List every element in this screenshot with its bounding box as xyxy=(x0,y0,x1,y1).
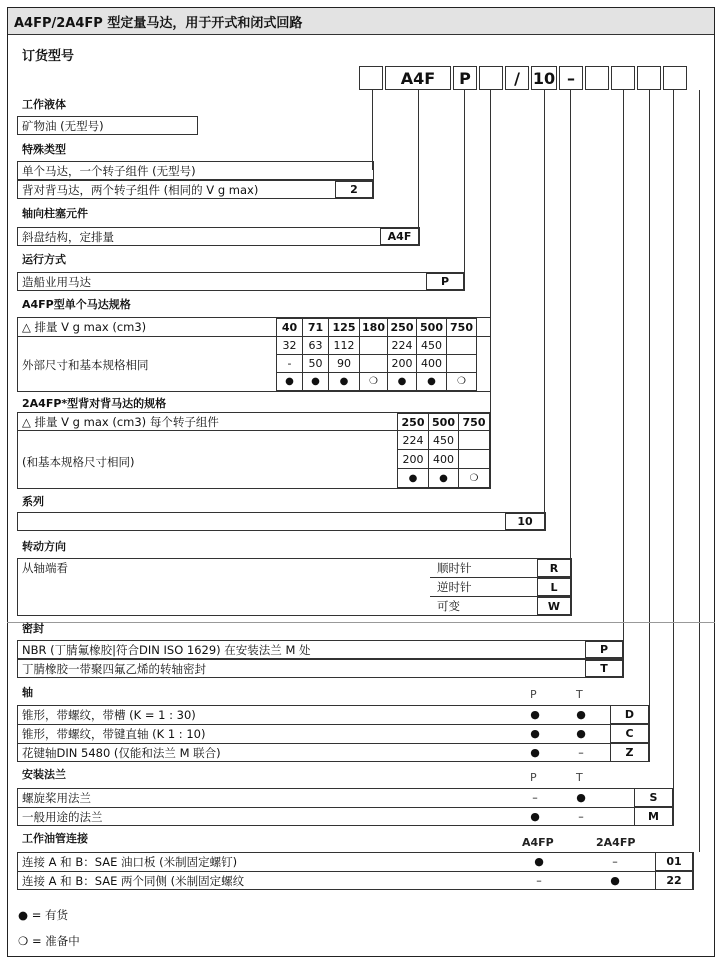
rotation-code-l: L xyxy=(537,578,571,596)
shaft-col-p: P xyxy=(530,688,537,701)
page-title: A4FP/2A4FP 型定量马达，用于开式和闭式回路 xyxy=(14,16,303,31)
shaft-code-c: C xyxy=(610,724,649,743)
leader-line xyxy=(623,90,624,640)
port-01-a4fp: ● xyxy=(534,855,544,868)
model-code-box-8 xyxy=(585,66,609,90)
dual-size-row3-cell xyxy=(458,449,490,469)
port-01-2a4fp: – xyxy=(612,855,618,868)
dual-sizes-heading: 2A4FP*型背对背马达的规格 xyxy=(22,397,167,410)
rotation-item-variable: 可变 xyxy=(437,599,460,613)
port-col-2a4fp: 2A4FP xyxy=(596,836,636,849)
port-item-22: 连接 A 和 B：SAE 两个同侧 (米制固定螺纹 xyxy=(22,874,245,888)
shaft-code-z: Z xyxy=(610,743,649,762)
single-size-avail-cell: ● xyxy=(276,372,303,391)
dual-size-row3-cell: 200 xyxy=(397,449,429,469)
shaft-c-t: ● xyxy=(576,727,586,740)
single-size-row2-cell: 63 xyxy=(302,336,329,355)
single-size-sizes-cell: 71 xyxy=(302,318,329,337)
divider xyxy=(7,622,715,623)
operation-heading: 运行方式 xyxy=(22,253,66,266)
leader-line xyxy=(372,90,373,170)
shaft-heading: 轴 xyxy=(22,686,33,699)
single-size-avail-cell: ❍ xyxy=(359,372,388,391)
flange-item-m: 一般用途的法兰 xyxy=(22,810,103,824)
divider xyxy=(17,724,650,725)
single-sizes-same-label: 外部尺寸和基本规格相同 xyxy=(22,358,149,372)
single-size-sizes-cell: 250 xyxy=(387,318,417,337)
legend-preparing: ❍ = 准备中 xyxy=(18,934,80,948)
axial-piston-code: A4F xyxy=(380,228,419,245)
dual-size-row2-cell: 450 xyxy=(428,430,459,450)
model-code-box-4 xyxy=(479,66,503,90)
leader-line xyxy=(418,90,419,227)
rotation-code-w: W xyxy=(537,597,571,615)
dual-size-avail-cell: ❍ xyxy=(458,468,490,488)
axial-piston-item: 斜盘结构，定排量 xyxy=(22,230,114,244)
flange-code-s: S xyxy=(634,788,673,807)
single-size-row3-cell xyxy=(359,354,388,373)
flange-heading: 安装法兰 xyxy=(22,768,66,781)
flange-m-p: ● xyxy=(530,810,540,823)
special-type-item-2: 背对背马达，两个转子组件 (相同的 V g max) xyxy=(22,183,259,197)
port-col-a4fp: A4FP xyxy=(522,836,554,849)
flange-col-p: P xyxy=(530,771,537,784)
dual-size-sizes-cell: 250 xyxy=(397,413,429,431)
model-code-box-2: A4F xyxy=(385,66,451,90)
leader-line xyxy=(699,90,700,852)
single-size-row2-cell xyxy=(359,336,388,355)
shaft-z-t: – xyxy=(578,746,584,759)
dual-size-sizes-cell: 500 xyxy=(428,413,459,431)
port-item-01: 连接 A 和 B：SAE 油口板 (米制固定螺钉) xyxy=(22,855,238,869)
model-code-box-11 xyxy=(663,66,687,90)
seal-code-t: T xyxy=(585,660,623,677)
shaft-item-c: 锥形，带螺纹，带键直轴 (K 1 : 10) xyxy=(22,727,206,741)
operation-item: 造船业用马达 xyxy=(22,275,91,289)
flange-s-p: – xyxy=(532,791,538,804)
seal-item-t: 丁腈橡胶一带聚四氟乙烯的转轴密封 xyxy=(22,662,206,676)
shaft-code-d: D xyxy=(610,705,649,724)
working-fluid-item: 矿物油 (无型号) xyxy=(22,119,104,133)
dual-sizes-same-label: (和基本规格尺寸相同) xyxy=(22,455,135,469)
flange-s-t: ● xyxy=(576,791,586,804)
rotation-label: 从轴端看 xyxy=(22,561,68,575)
rotation-box xyxy=(17,558,572,616)
rotation-code-r: R xyxy=(537,559,571,577)
flange-m-t: – xyxy=(578,810,584,823)
operation-code: P xyxy=(426,273,464,290)
single-size-sizes-cell: 40 xyxy=(276,318,303,337)
seal-heading: 密封 xyxy=(22,622,44,635)
divider xyxy=(17,743,650,744)
single-size-avail-cell: ● xyxy=(416,372,447,391)
dual-size-row3-cell: 400 xyxy=(428,449,459,469)
single-size-row2-cell xyxy=(446,336,477,355)
rotation-heading: 转动方向 xyxy=(22,540,66,553)
single-sizes-row-label: △ 排量 V g max (cm3) xyxy=(22,320,147,334)
flange-item-s: 螺旋桨用法兰 xyxy=(22,791,91,805)
single-size-avail-cell: ❍ xyxy=(446,372,477,391)
rotation-item-ccw: 逆时针 xyxy=(437,580,472,594)
shaft-d-p: ● xyxy=(530,708,540,721)
series-heading: 系列 xyxy=(22,495,44,508)
leader-line xyxy=(570,90,571,558)
dual-size-avail-cell: ● xyxy=(428,468,459,488)
dual-size-row2-cell xyxy=(458,430,490,450)
single-size-row2-cell: 112 xyxy=(328,336,360,355)
seal-code-p: P xyxy=(585,641,623,658)
shaft-c-p: ● xyxy=(530,727,540,740)
leader-line xyxy=(649,90,650,705)
single-size-avail-cell: ● xyxy=(328,372,360,391)
single-size-row2-cell: 224 xyxy=(387,336,417,355)
model-code-box-6: 10 xyxy=(531,66,557,90)
working-fluid-heading: 工作液体 xyxy=(22,98,66,111)
single-size-row3-cell: 200 xyxy=(387,354,417,373)
shaft-item-d: 锥形，带螺纹，带槽 (K = 1 : 30) xyxy=(22,708,196,722)
leader-line xyxy=(673,90,674,788)
leader-line xyxy=(464,90,465,272)
single-size-sizes-cell: 125 xyxy=(328,318,360,337)
flange-code-m: M xyxy=(634,807,673,826)
shaft-item-z: 花键轴DIN 5480 (仅能和法兰 M 联合) xyxy=(22,746,221,760)
port-22-a4fp: – xyxy=(536,874,542,887)
port-code-22: 22 xyxy=(655,871,693,890)
special-type-heading: 特殊类型 xyxy=(22,143,66,156)
dual-size-row2-cell: 224 xyxy=(397,430,429,450)
single-size-row3-cell xyxy=(446,354,477,373)
model-code-box-7: – xyxy=(559,66,583,90)
single-size-row2-cell: 450 xyxy=(416,336,447,355)
shaft-z-p: ● xyxy=(530,746,540,759)
shaft-col-t: T xyxy=(576,688,583,701)
order-code-heading: 订货型号 xyxy=(22,49,75,64)
axial-piston-heading: 轴向柱塞元件 xyxy=(22,207,88,220)
divider xyxy=(17,871,694,872)
special-type-code: 2 xyxy=(335,181,373,198)
shaft-d-t: ● xyxy=(576,708,586,721)
legend-available: ● = 有货 xyxy=(18,908,68,922)
series-box xyxy=(17,512,546,531)
model-code-box-5: / xyxy=(505,66,529,90)
dual-sizes-row-label: △ 排量 V g max (cm3) 每个转子组件 xyxy=(22,415,219,429)
single-size-avail-cell: ● xyxy=(302,372,329,391)
seal-item-p: NBR (丁腈氟橡胶|符合DIN ISO 1629) 在安装法兰 M 处 xyxy=(22,643,311,657)
single-size-row3-cell: 400 xyxy=(416,354,447,373)
model-code-box-3: P xyxy=(453,66,477,90)
series-code: 10 xyxy=(505,513,545,530)
single-size-sizes-cell: 180 xyxy=(359,318,388,337)
port-22-2a4fp: ● xyxy=(610,874,620,887)
model-code-box-10 xyxy=(637,66,661,90)
dual-size-sizes-cell: 750 xyxy=(458,413,490,431)
leader-line xyxy=(544,90,545,512)
single-size-row3-cell: - xyxy=(276,354,303,373)
single-size-row3-cell: 90 xyxy=(328,354,360,373)
model-code-box-9 xyxy=(611,66,635,90)
divider xyxy=(17,807,674,808)
single-size-row3-cell: 50 xyxy=(302,354,329,373)
single-size-sizes-cell: 500 xyxy=(416,318,447,337)
single-size-sizes-cell: 750 xyxy=(446,318,477,337)
flange-col-t: T xyxy=(576,771,583,784)
port-heading: 工作油管连接 xyxy=(22,832,88,845)
single-sizes-heading: A4FP型单个马达规格 xyxy=(22,298,131,311)
single-size-avail-cell: ● xyxy=(387,372,417,391)
model-code-box-1 xyxy=(359,66,383,90)
dual-size-avail-cell: ● xyxy=(397,468,429,488)
rotation-item-cw: 顺时针 xyxy=(437,561,472,575)
port-code-01: 01 xyxy=(655,852,693,871)
single-size-row2-cell: 32 xyxy=(276,336,303,355)
special-type-item-1: 单个马达，一个转子组件 (无型号) xyxy=(22,164,196,178)
